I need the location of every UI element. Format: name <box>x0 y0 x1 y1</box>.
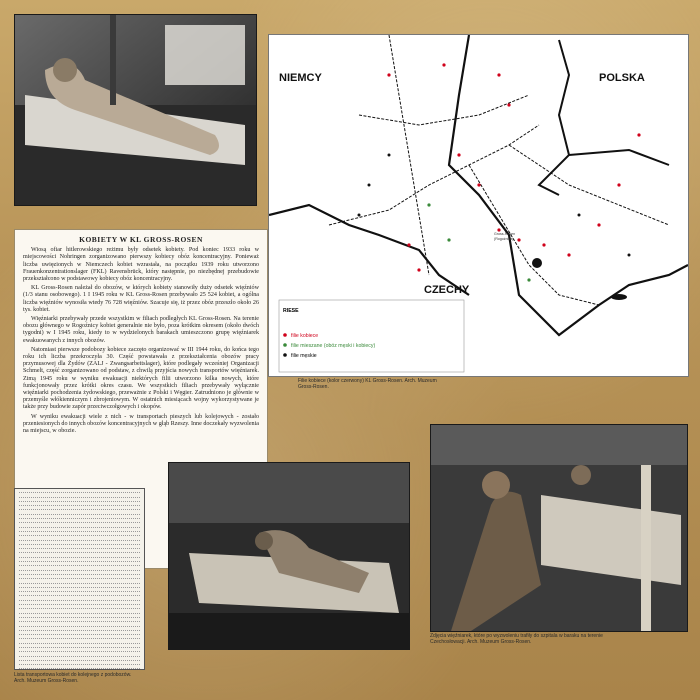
region-label-niemcy: NIEMCY <box>279 72 322 84</box>
region-label-polska: POLSKA <box>599 72 645 84</box>
list-caption: Lista transportowa kobiet do kolejnego z podobozów. Arch. Muzeum Gross-Rosen. <box>14 672 132 684</box>
legend-men: filie męskie <box>291 353 317 359</box>
transport-list-document <box>14 488 145 670</box>
legend-mixed: filie mieszane (obóz męski i kobiecy) <box>291 343 376 349</box>
article-paragraph: KL Gross-Rosen należał do obozów, w których kobiety stanowiły duży odsetek więźniów (1/3 stanu osobowego). 1 I 1945 roku w KL Gross-Rosen przebywało 25 524 kobiet, a ogólna liczba więźniów wynosiła wtedy 76 728 więźniów. Szacuje się, iż przez obóz przeszło około 26 tys. kobiet. <box>23 285 259 313</box>
list-row <box>19 669 140 670</box>
hospital-photo-caption: Zdjęcia więźniarek, które po wyzwoleniu trafiły do szpitala w baraku na terenie Czechosłowacji. Arch. Muzeum Gross-Rosen. <box>430 633 603 645</box>
article-heading: KOBIETY W KL GROSS-ROSEN <box>79 235 203 244</box>
photo-hospital-barrack <box>430 424 688 632</box>
photo-prisoner-lying <box>168 462 410 650</box>
legend-title: RIESE <box>283 308 299 314</box>
article-paragraph: Natomiast pierwsze podobozy kobiece zaczęto organizować w III 1944 roku, do końca tego roku ich liczba przekroczyła 30. Część powstawała z przekształcenia obozów pracy przymusowej dla Żydów (ZALJ - Zwangsarbeitslager), które podlegały wcześniej Organizacji Schmelt, część zorganizowano od podstaw, z chwilą przyjścia nowych transportów więźniarek. Zimą 1945 roku w wyniku ewakuacji niektórych filii utworzono kilka nowych, które funkcjonowały przez krótki okres czasu. We wszystkich filiach przebywały wyłącznie więźniarki pochodzenia żydowskiego, przeważnie z Polski i Węgier. Zatrudniono je głównie w przemyśle włókienniczym i zbrojeniowym. W ostatnich miesiącach wojny wykorzystywane je także przy budowie zapór przeciwczołgowych i okopów. <box>23 346 259 411</box>
map-center-sub: (Rogoźnica) <box>494 237 514 241</box>
region-label-czechy: CZECHY <box>424 284 470 296</box>
legend-women: filie kobiece <box>291 333 319 339</box>
article-paragraph: Więźniarki przebywały przede wszystkim w filiach podległych KL Gross-Rosen. Na terenie obozu głównego w Rogoźnicy kobiet generalnie nie było, poza krótkim okresem (około dwóch tygodni) w I 1945 roku, kiedy to w wydzielonych barakach umieszczono grupę więźniarek ewakuowanych z innych obozów. <box>23 316 259 344</box>
photo-prisoner-bunk <box>14 14 257 206</box>
camps-map <box>268 34 689 377</box>
article-paragraph: W wyniku ewakuacji wiele z nich - w transportach pieszych lub kolejowych - zostało przeniesionych do innych obozów koncentracyjnych w głąb Rzeszy. Inne doczekały wyzwolenia na miejscu, w obozie. <box>23 413 259 435</box>
map-legend <box>279 300 464 372</box>
map-caption: Filie kobiece (kolor czerwony) KL Gross-Rosen. Arch. Muzeum Gross-Rosen. <box>298 378 437 390</box>
map-center-label: Gross-Rosen <box>494 232 516 236</box>
article-paragraph: Wiosą ofiar hitlerowskiego reżimu były odsetek kobiety. Pod koniec 1933 roku w miejscowości Nohringen zorganizowano pierwszy kobiecy obóz koncentracyjny. Ponieważ liczba uwięzionych w Niemczech kobiet wzrastała, na początku 1939 roku utworzono Frauenkonzentrationslager (FKL) Ravensbrück, który następnie, po niezbędnej przebudowie przekształcono w podstawowy kobiecy obóz koncentracyjny. <box>23 247 259 283</box>
